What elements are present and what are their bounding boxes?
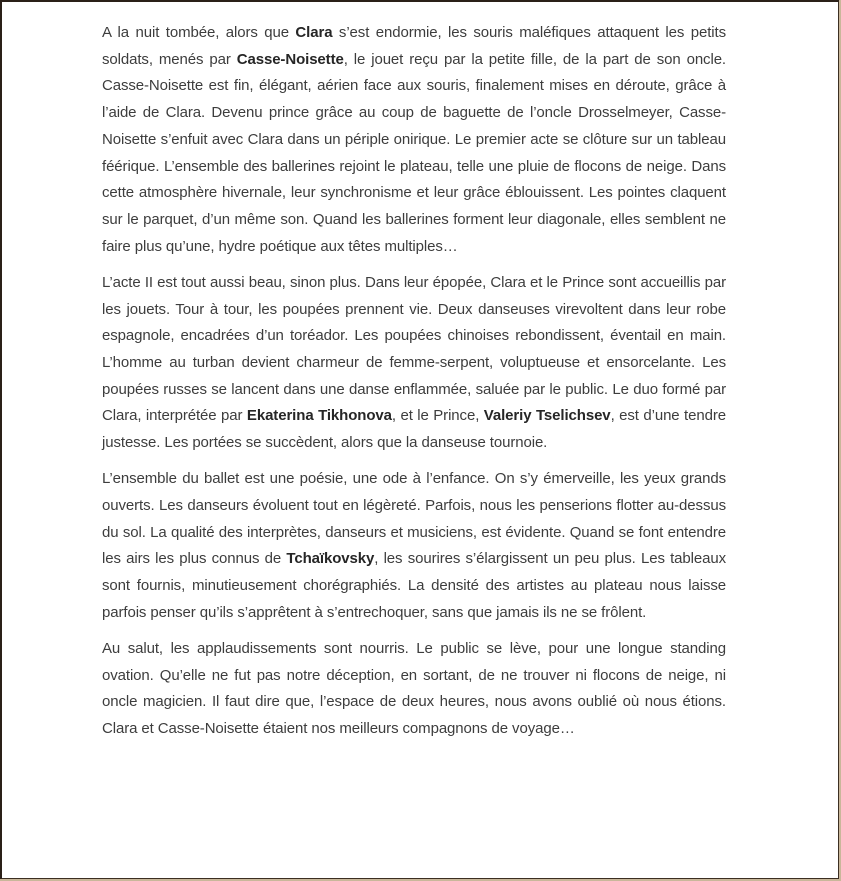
text-segment: L’ensemble du ballet est une poésie, une ode à l’enfance. On s’y émerveille, les yeux grands ouverts. Les danseurs évoluent tout en légèreté. Parfois, nous les penserions flotter au-dessus du sol. La qualité des interprètes, danseurs et musiciens, est évidente. Quand se font entendre les airs les plus connus de: [102, 470, 726, 568]
article-body: [102, 20, 726, 752]
text-segment: , est d’une tendre justesse. Les portées se succèdent, alors que la danseuse tournoie.: [102, 407, 726, 452]
paragraph-3: [102, 466, 726, 626]
bold-name-valeriy-tselichsev: Valeriy Tselichsev: [483, 407, 611, 425]
bold-name-casse-noisette: Casse-Noisette: [236, 50, 344, 68]
text-segment: A la nuit tombée, alors que: [102, 24, 296, 41]
bold-name-clara: Clara: [295, 24, 333, 41]
text-segment: , le jouet reçu par la petite fille, de la part de son oncle. Casse-Noisette est fin, élégant, aérien face aux souris, finalement mises en déroute, grâce à l’aide de Clara. Devenu prince grâce au coup de baguette de l’oncle Drosselmeyer, Casse-Noisette s’enfuit avec Clara dans un périple onirique. Le premier acte se clôture sur un tableau féérique. L’ensemble des ballerines rejoint le plateau, telle une pluie de flocons de neige. Dans cette atmosphère hivernale, leur synchronisme et leur grâce éblouissent. Les pointes claquent sur le parquet, d’un même son. Quand les ballerines forment leur diagonale, elles semblent ne faire plus qu’une, hydre poétique aux têtes multiples…: [102, 50, 727, 255]
text-segment: Au salut, les applaudissements sont nourris. Le public se lève, pour une longue standing ovation. Qu’elle ne fut pas notre déception, en sortant, de ne trouver ni flocons de neige, ni oncle magicien. Il faut dire que, l’espace de deux heures, nous avons oublié où nous étions. Clara et Casse-Noisette étaient nos meilleurs compagnons de voyage…: [102, 639, 726, 738]
bold-name-tchaikovsky: Tchaïkovsky: [286, 550, 375, 568]
paragraph-1: [102, 20, 726, 260]
text-segment: L’acte II est tout aussi beau, sinon plus. Dans leur épopée, Clara et le Prince sont accueillis par les jouets. Tour à tour, les poupées prennent vie. Deux danseuses virevoltent dans leur robe espagnole, encadrées d’un toréador. Les poupées chinoises rebondissent, éventail en main. L’homme au turban devient charmeur de femme-serpent, voluptueuse et ensorcelante. Les poupées russes se lancent dans une danse enflammée, saluée par le public. Le duo formé par Clara, interprétée par: [102, 273, 726, 425]
paragraph-4: [102, 636, 726, 743]
text-segment: s’est endormie, les souris maléfiques attaquent les petits soldats, menés par: [102, 24, 726, 68]
text-segment: , les sourires s’élargissent un peu plus. Les tableaux sont fournis, minutieusement chorégraphiés. La densité des artistes au plateau nous laisse parfois penser qu’ils s’apprêtent à s’entrechoquer, sans que jamais ils ne se frôlent.: [102, 550, 727, 621]
paragraph-2: [102, 270, 726, 457]
text-segment: , et le Prince,: [391, 407, 484, 425]
bold-name-ekaterina-tikhonova: Ekaterina Tikhonova: [246, 407, 392, 425]
